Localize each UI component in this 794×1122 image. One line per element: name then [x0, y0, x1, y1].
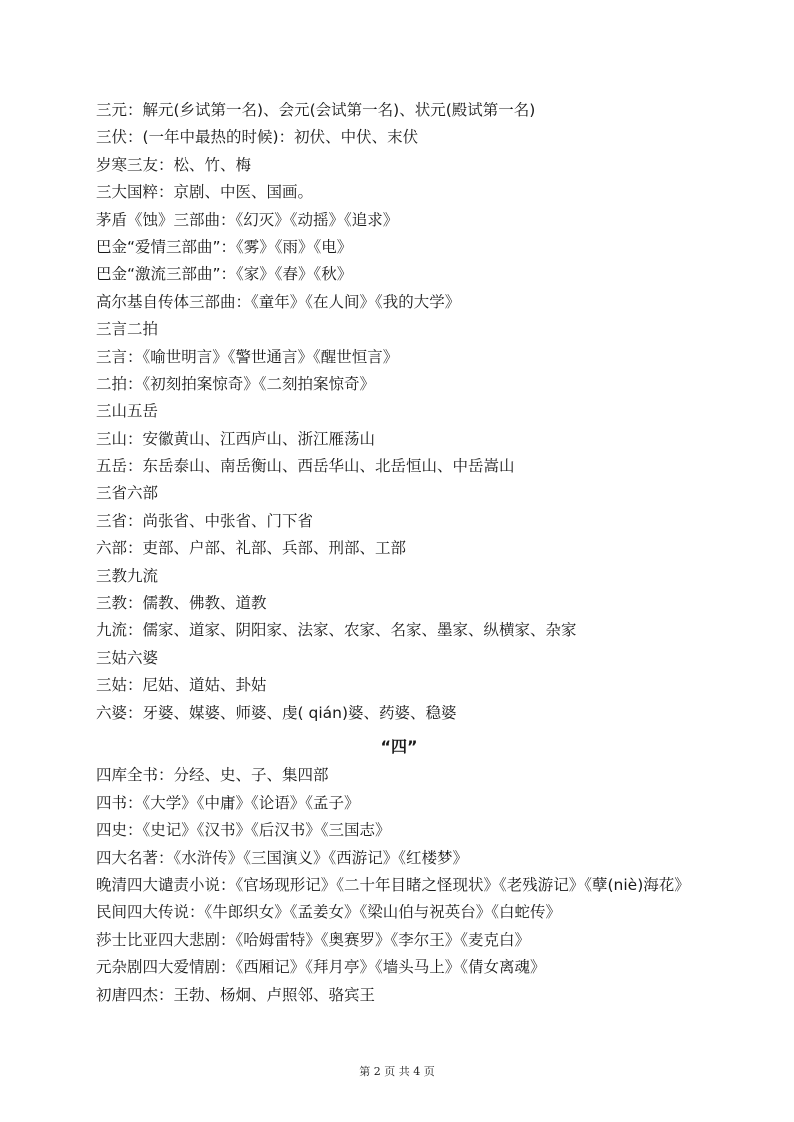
text-line: 三姑六婆	[96, 648, 159, 667]
text-line: 九流：儒家、道家、阴阳家、法家、农家、名家、墨家、纵横家、杂家	[96, 621, 577, 640]
text-line: 巴金“激流三部曲”：《家》《春》《秋》	[96, 265, 353, 284]
text-line: 三省六部	[96, 484, 159, 503]
text-line: 六婆：牙婆、媒婆、师婆、虔( qián)婆、药婆、稳婆	[96, 703, 457, 722]
text-line: 巴金“爱情三部曲”：《雾》《雨》《电》	[96, 237, 353, 256]
text-line: 四大名著：《水浒传》《三国演义》《西游记》《红楼梦》	[96, 848, 469, 867]
text-line: 三山：安徽黄山、江西庐山、浙江雁荡山	[96, 429, 376, 448]
text-line: 茅盾《蚀》三部曲：《幻灭》《动摇》《追求》	[96, 210, 399, 229]
text-line: 元杂剧四大爱情剧：《西厢记》《拜月亭》《墙头马上》《倩女离魂》	[96, 958, 546, 977]
text-line: 三姑：尼姑、道姑、卦姑	[96, 676, 267, 695]
page-footer: 第 2 页 共 4 页	[359, 1065, 435, 1078]
text-line: 民间四大传说：《牛郎织女》《孟姜女》《梁山伯与祝英台》《白蛇传》	[96, 903, 562, 922]
text-line: 四史：《史记》《汉书》《后汉书》《三国志》	[96, 821, 391, 840]
text-line: 高尔基自传体三部曲：《童年》《在人间》《我的大学》	[96, 292, 461, 311]
document-body	[96, 97, 716, 1009]
text-line: 三教：儒教、佛教、道教	[96, 594, 267, 613]
text-line: 二拍：《初刻拍案惊奇》《二刻拍案惊奇》	[96, 374, 376, 393]
text-line: 五岳：东岳泰山、南岳衡山、西岳华山、北岳恒山、中岳嵩山	[96, 457, 515, 476]
text-line: 三大国粹：京剧、中医、国画。	[96, 183, 314, 202]
text-line: 莎士比亚四大悲剧：《哈姆雷特》《奥赛罗》《李尔王》《麦克白》	[96, 930, 531, 949]
text-line: 三山五岳	[96, 402, 159, 421]
text-line: 四书：《大学》《中庸》《论语》《孟子》	[96, 793, 360, 812]
text-line: 三言：《喻世明言》《警世通言》《醒世恒言》	[96, 347, 399, 366]
text-line: 三元：解元(乡试第一名)、会元(会试第一名)、状元(殿试第一名)	[96, 101, 536, 119]
text-line: 四库全书：分经、史、子、集四部	[96, 766, 329, 785]
text-line: 初唐四杰：王勃、杨炯、卢照邻、骆宾王	[96, 985, 376, 1004]
text-line: 六部：吏部、户部、礼部、兵部、刑部、工部	[96, 539, 407, 558]
text-line: 三教九流	[96, 566, 159, 585]
text-line: 三省：尚张省、中张省、门下省	[96, 511, 314, 530]
text-line: 岁寒三友：松、竹、梅	[96, 155, 252, 174]
text-line: 晚清四大谴责小说：《官场现形记》《二十年目睹之怪现状》《老残游记》《孽(niè)海花》	[96, 875, 690, 894]
text-line: 三言二拍	[96, 320, 159, 339]
text-line: 三伏：(一年中最热的时候)：初伏、中伏、末伏	[96, 128, 419, 147]
section-heading: “四”	[380, 736, 418, 756]
